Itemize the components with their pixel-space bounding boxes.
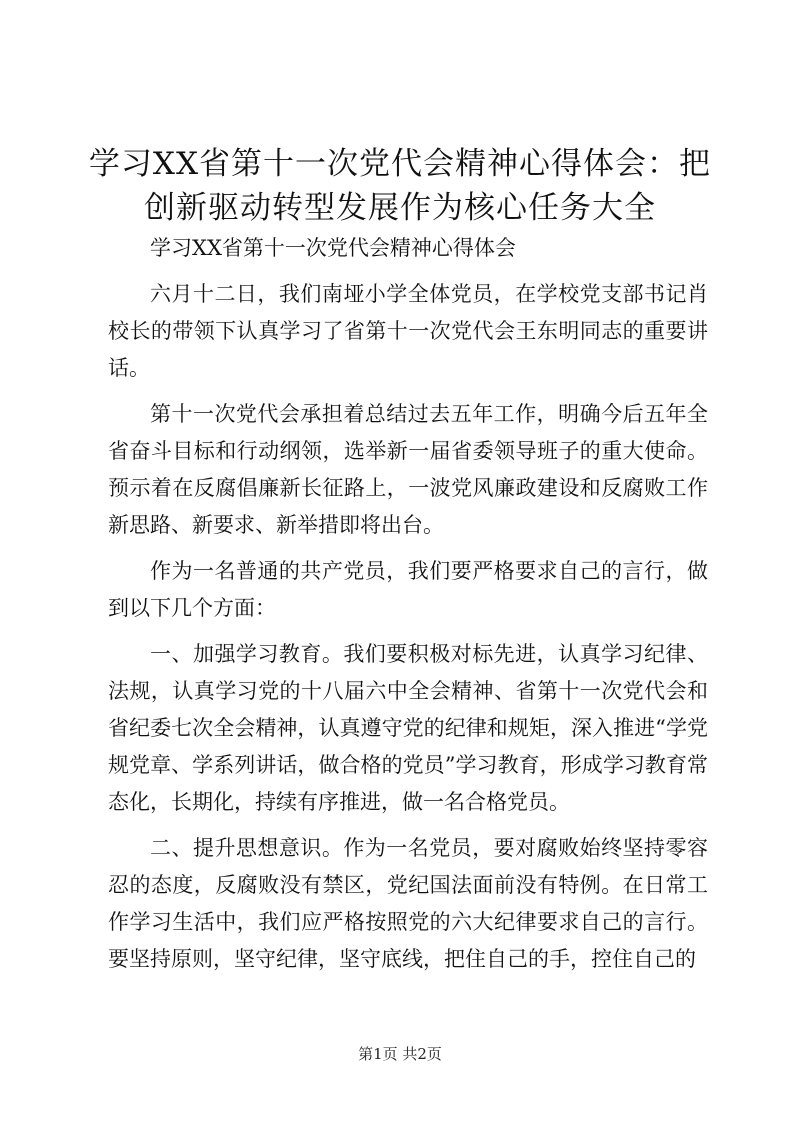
- paragraph-point-two: 二、提升思想意识。作为一名党员，要对腐败始终坚持零容忍的态度，反腐败没有禁区，党纪国法面前没有特例。在日常工作学习生活中，我们应严格按照党的六大纪律要求自己的言行。要坚持原则，坚守纪律，坚守底线，把住自己的手，控住自己的: [108, 836, 708, 971]
- document-title-line-1: 学习XX省第十一次党代会精神心得体会：把: [88, 146, 712, 182]
- paragraph-point-one: 一、加强学习教育。我们要积极对标先进，认真学习纪律、法规，认真学习党的十八届六中全会精神、省第十一次党代会和省纪委七次全会精神，认真遵守党的纪律和规矩，深入推进“学党规党章、学系列讲话，做合格的党员”学习教育，形成学习教育常态化，长期化，持续有序推进，做一名合格党员。: [108, 642, 708, 814]
- page-footer: 第1页 共2页: [358, 1045, 442, 1063]
- paragraph-requirements: 作为一名普通的共产党员，我们要严格要求自己的言行，做到以下几个方面：: [108, 559, 708, 620]
- document-title-line-2: 创新驱动转型发展作为核心任务大全: [144, 190, 656, 226]
- document-subtitle: 学习XX省第十一次党代会精神心得体会: [150, 236, 516, 260]
- paragraph-congress: 第十一次党代会承担着总结过去五年工作，明确今后五年全省奋斗目标和行动纲领，选举新一届省委领导班子的重大使命。预示着在反腐倡廉新长征路上，一波党风廉政建设和反腐败工作新思路、新要求、新举措即将出台。: [108, 402, 708, 537]
- paragraph-intro: 六月十二日，我们南垭小学全体党员，在学校党支部书记肖校长的带领下认真学习了省第十一次党代会王东明同志的重要讲话。: [108, 282, 708, 380]
- document-body: [108, 230, 708, 978]
